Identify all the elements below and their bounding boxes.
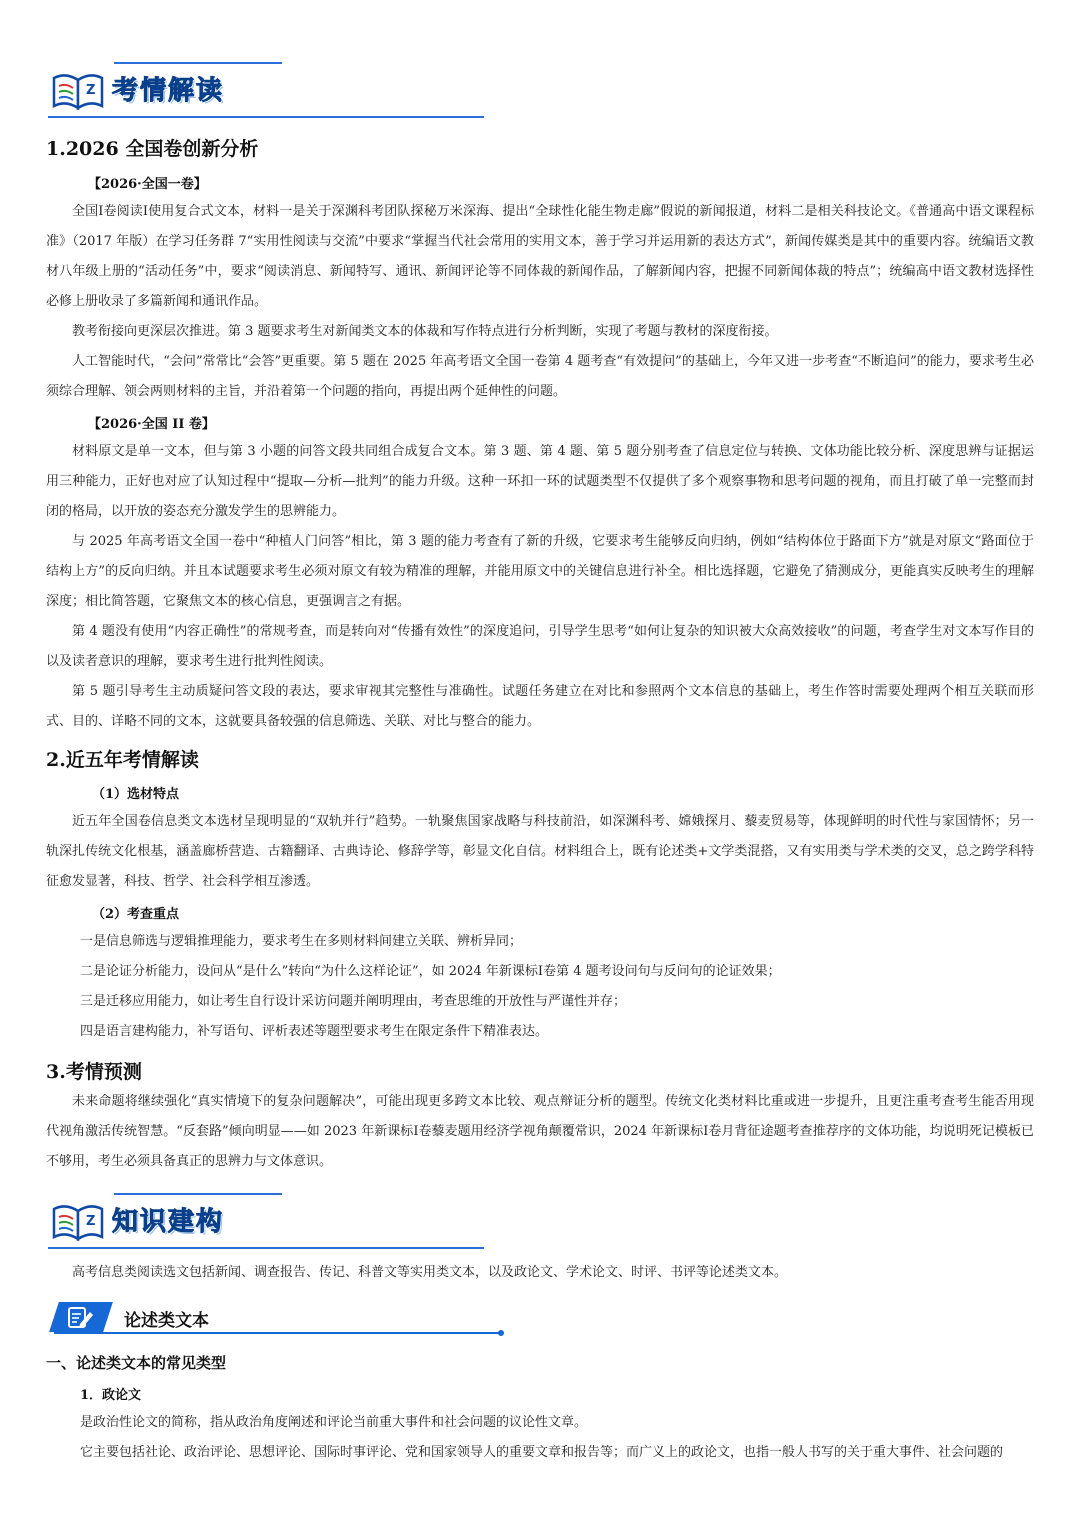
list-item-2: 二是论证分析能力，设问从“是什么”转向“为什么这样论证”，如 2024 年新课标Ⅰ卷第 4 题考设问句与反问句的论证效果； bbox=[80, 964, 781, 979]
subheading-paper-1: 【2026·全国一卷】 bbox=[88, 177, 207, 192]
paragraph-9: 未来命题将继续强化“真实情境下的复杂问题解决”，可能出现更多跨文本比较、观点辩证分析的题型。传统文化类材料比重或进一步提升，且更注重考查考生能否用现代视角激活传统智慧。“反套路”倾向明显——如 2023 年新课标Ⅰ卷藜麦题用经济学视角颠覆常识，2024 年新课标Ⅰ卷月背征途题考查推荐序的文体功能，均说明死记模板已不够用，考生必须具备真正的思辨力与文体意识。 bbox=[46, 1094, 1034, 1169]
paragraph-10: 高考信息类阅读选文包括新闻、调查报告、传记、科普文等实用类文本，以及政论文、学术论文、时评、书评等论述类文本。 bbox=[72, 1265, 788, 1280]
list-item-3: 三是迁移应用能力，如让考生自行设计采访问题并阐明理由，考查思维的开放性与严谨性并存； bbox=[80, 994, 627, 1009]
open-book-icon bbox=[50, 1201, 106, 1243]
paragraph-3: 人工智能时代，“会问”常常比“会答”更重要。第 5 题在 2025 年高考语文全国一卷第 4 题考查“有效提问”的基础上，今年又进一步考查“不断追问”的能力，要求考生必须综合理解、领会两则材料的主旨，并沿着第一个问题的指向，再提出两个延伸性的问题。 bbox=[46, 354, 1034, 399]
banner-title: 考情解读 bbox=[112, 76, 225, 106]
subheading-material-features: （1）选材特点 bbox=[92, 787, 180, 802]
banner-title: 知识建构 bbox=[112, 1207, 225, 1237]
banner-knowledge-building bbox=[48, 1193, 488, 1249]
paragraph-8: 近五年全国卷信息类文本选材呈现明显的“双轨并行”趋势。一轨聚焦国家战略与科技前沿，如深渊科考、嫦娥探月、藜麦贸易等，体现鲜明的时代性与家国情怀；另一轨深扎传统文化根基，涵盖廊桥营造、古籍翻译、古典诗论、修辞学等，彰显文化自信。材料组合上，既有论述类+文学类混搭，又有实用类与学术类的交叉，总之跨学科特征愈发显著，科技、哲学、社会科学相互渗透。 bbox=[46, 814, 1034, 889]
subheading-key-points: （2）考查重点 bbox=[92, 907, 180, 922]
section-underline-dot bbox=[498, 1330, 504, 1336]
list-item-1: 一是信息筛选与逻辑推理能力，要求考生在多则材料间建立关联、辨析异同； bbox=[80, 934, 523, 949]
paragraph-6: 第 4 题没有使用“内容正确性”的常规考查，而是转向对“传播有效性”的深度追问，引导学生思考“如何让复杂的知识被大众高效接收”的问题，考查学生对文本写作目的以及读者意识的理解，要求考生进行批判性阅读。 bbox=[46, 624, 1034, 669]
section-title: 论述类文本 bbox=[124, 1311, 209, 1331]
paragraph-1: 全国Ⅰ卷阅读Ⅰ使用复合式文本，材料一是关于深渊科考团队探秘万米深海、提出“全球性化能生物走廊”假说的新闻报道，材料二是相关科技论文。《普通高中语文课程标准》（2017 年版）在学习任务群 7“实用性阅读与交流”中要求“掌握当代社会常用的实用文本，善于学习并运用新的表达方式”，新闻传媒类是其中的重要内容。统编语文教材八年级上册的“活动任务”中，要求“阅读消息、新闻特写、通讯、新闻评论等不同体裁的新闻作品，了解新闻内容，把握不同新闻体裁的特点”；统编高中语文教材选择性必修上册收录了多篇新闻和通讯作品。 bbox=[46, 204, 1034, 309]
banner-bottom-line bbox=[48, 1247, 484, 1249]
subheading-paper-2: 【2026·全国 II 卷】 bbox=[88, 417, 215, 432]
paragraph-2: 教考衔接向更深层次推进。第 3 题要求考生对新闻类文本的体裁和写作特点进行分析判断，实现了考题与教材的深度衔接。 bbox=[72, 324, 778, 339]
paragraph-5: 与 2025 年高考语文全国一卷中“种植人门问答”相比，第 3 题的能力考查有了新的升级，它要求考生能够反向归纳，例如“结构体位于路面下方”就是对原文“路面位于结构上方”的反向归纳。并且本试题要求考生必须对原文有较为精准的理解，并能用原文中的关键信息进行补全。相比选择题，它避免了猜测成分，更能真实反映考生的理解深度；相比简答题，它聚焦文本的核心信息，更强调言之有据。 bbox=[46, 534, 1034, 609]
list-item-4: 四是语言建构能力，补写语句、评析表述等题型要求考生在限定条件下精准表达。 bbox=[80, 1024, 549, 1039]
banner-bottom-line bbox=[48, 116, 484, 118]
banner-exam-analysis bbox=[48, 62, 488, 118]
heading-innovation-analysis: 1.2026 全国卷创新分析 bbox=[46, 138, 259, 160]
paragraph-11: 是政治性论文的简称，指从政治角度阐述和评论当前重大事件和社会问题的议论性文章。 bbox=[80, 1415, 588, 1430]
banner-top-line bbox=[114, 62, 282, 64]
heading-common-types: 一、论述类文本的常见类型 bbox=[46, 1354, 227, 1372]
banner-top-line bbox=[114, 1193, 282, 1195]
section-underline bbox=[54, 1332, 500, 1334]
paragraph-7: 第 5 题引导考生主动质疑问答文段的表达，要求审视其完整性与准确性。试题任务建立在对比和参照两个文本信息的基础上，考生作答时需要处理两个相互关联而形式、目的、详略不同的文本，这就要具备较强的信息筛选、关联、对比与整合的能力。 bbox=[46, 684, 1034, 729]
svg-text:Z: Z bbox=[86, 1214, 96, 1229]
heading-five-year-analysis: 2.近五年考情解读 bbox=[46, 749, 199, 771]
svg-text:Z: Z bbox=[86, 83, 96, 98]
heading-forecast: 3.考情预测 bbox=[46, 1061, 142, 1083]
notepad-pencil-icon bbox=[66, 1304, 94, 1330]
paragraph-4: 材料原文是单一文本，但与第 3 小题的问答文段共同组合成复合文本。第 3 题、第 4 题、第 5 题分别考查了信息定位与转换、文体功能比较分析、深度思辨与证据运用三种能力，正好也对应了认知过程中“提取—分析—批判”的能力升级。这种一环扣一环的试题类型不仅提供了多个观察事物和思考问题的视角，而且打破了单一完整而封闭的格局，以开放的姿态充分激发学生的思辨能力。 bbox=[46, 444, 1034, 519]
subheading-political-essay: 1．政论文 bbox=[80, 1388, 142, 1403]
paragraph-12: 它主要包括社论、政治评论、思想评论、国际时事评论、党和国家领导人的重要文章和报告等；而广义上的政论文，也指一般人书写的关于重大事件、社会问题的 bbox=[80, 1445, 1004, 1460]
open-book-icon bbox=[50, 70, 106, 112]
section-header-argumentative bbox=[54, 1300, 504, 1336]
